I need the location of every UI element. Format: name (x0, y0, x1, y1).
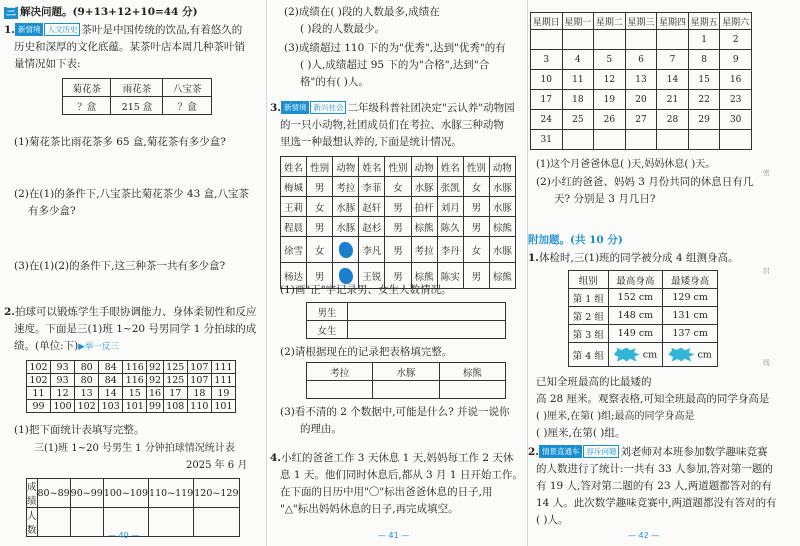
calendar-day[interactable]: 17 (531, 90, 563, 110)
calendar-day[interactable]: 18 (562, 90, 594, 110)
q3-sub2: (2)请根据现在的记录把表格填完整。 (280, 346, 453, 358)
tag-society: 新兴社会 (310, 101, 346, 114)
page-number: — 42 — (628, 531, 660, 540)
stat-table-date: 2025 年 6 月 (186, 460, 248, 471)
q2-line3: 绩。(单位:下)▶举一反三 (14, 340, 119, 352)
q3-line2: 的一只小动物,社团成员们在考拉、水豚三种动物 (280, 119, 504, 131)
calendar-day[interactable]: 9 (720, 50, 752, 70)
calendar-day[interactable]: 4 (562, 50, 594, 70)
q2-line2: 速度。下面是三(1)班 1~20 号男同学 1 分拍球的成 (14, 323, 257, 335)
tag-culture: 人文历史 (44, 23, 80, 36)
calendar-day[interactable]: 15 (688, 70, 720, 90)
calendar-day[interactable]: 30 (720, 110, 752, 130)
calendar-day[interactable]: 3 (531, 50, 563, 70)
animal-count-table: 考拉 水豚 棕熊 (306, 362, 506, 399)
extra-heading: 附加题。(共 10 分) (528, 234, 623, 246)
page-42 (528, 0, 800, 546)
calendar-day[interactable]: 13 (625, 70, 657, 90)
page-41 (270, 0, 526, 546)
page-number: — 41 — (378, 531, 410, 540)
calendar-day[interactable]: 1 (688, 30, 720, 50)
calendar-day[interactable]: 7 (657, 50, 689, 70)
q2-sub1: (1)把下面统计表填写完整。 (14, 424, 145, 436)
q1-sub2a: (2)在(1)的条件下,八宝茶比菊花茶少 43 盒,八宝茶 (14, 188, 249, 200)
answer-cell[interactable] (194, 508, 239, 537)
calendar-day[interactable]: 11 (562, 70, 594, 90)
splash-icon (614, 348, 640, 362)
q1-line1: 1. 新情境 人文历史 茶叶是中国传统的饮品,有着悠久的 (4, 24, 243, 36)
animal-survey-table: 姓名 性别 动物 姓名 性别 动物 姓名 性别 动物 梅城 男 考拉 李菲 女 水豚 张凯 女 水豚 王莉 女 水豚 赵轩 男 拍杆 刘月 男 水豚 程晨 男 水豚 赵杉 男 棕熊 陈久 男 棕熊 徐雪 女 李凡 男 考拉 李丹 女 水豚 杨达 男 王锐 男 棕熊 陈实 男 棕熊 (280, 156, 516, 289)
answer-cell[interactable] (307, 381, 373, 399)
calendar-day[interactable]: 10 (531, 70, 563, 90)
height-table: 组别 最高身高 最矮身高 第 1 组 152 cm 129 cm 第 2 组 148 cm 131 cm 第 3 组 149 cm 137 cm 第 4 组 cm cm (568, 270, 718, 367)
calendar-table: 星期日 星期一 星期二 星期三 星期四 星期五 星期六 1 2 3 4 5 6 7 8 9 10 11 12 13 14 15 16 17 18 19 20 21 22 23 24 25 26 27 28 29 30 31 (530, 12, 752, 150)
tea-header: 菊花茶 (63, 79, 111, 97)
calendar-day[interactable]: 5 (594, 50, 626, 70)
calendar-day[interactable]: 20 (625, 90, 657, 110)
page-40 (0, 0, 262, 546)
answer-cell[interactable] (373, 381, 439, 399)
answer-cell[interactable] (348, 303, 506, 321)
q1-line2: 历史和深厚的文化底蕴。某茶叶店本周几种茶叶销 (14, 41, 245, 53)
gender-tally-table: 男生 女生 (306, 302, 506, 339)
answer-cell[interactable] (149, 508, 194, 537)
e2-line3: 有 19 人,答对第二题的有 23 人,两道题都答对的有 (536, 480, 772, 492)
calendar-day[interactable]: 31 (531, 130, 563, 150)
q3-sub3a: (3)看不清的 2 个数据中,可能是什么? 并说一说你 (280, 406, 510, 418)
calendar-day[interactable]: 24 (531, 110, 563, 130)
bounce-table: 102 93 80 84 116 92 125 107 111 102 93 80 84 116 92 125 107 111 11 12 13 14 15 16 17 18 19 99 100 102 103 101 99 108 110 101 (26, 360, 236, 413)
section-number: 三 (6, 7, 16, 18)
q3-sub3b: 的理由。 (300, 423, 342, 435)
tea-header: 八宝茶 (163, 79, 212, 97)
side-mark: 线 (763, 359, 770, 367)
answer-cell[interactable] (37, 508, 70, 537)
e2-line2: 的人数进行了统计:一共有 33 人参加,答对第一题的 (536, 463, 773, 475)
q4-sub2b: 天? 分别是 3 月几日? (554, 193, 656, 205)
q2-sub3-line3: 格"的有( )人。 (300, 76, 369, 88)
stat-table: 成绩 80~89 90~99 100~109 110~119 120~129 人数 (26, 478, 240, 537)
q1-sub3: (3)在(1)(2)的条件下,这三种茶一共有多少盒? (14, 260, 226, 272)
calendar-day[interactable]: 29 (688, 110, 720, 130)
calendar-day[interactable]: 16 (720, 70, 752, 90)
q4-line2: 息 1 天。他们同时休息后,都从 3 月 1 日开始工作。 (280, 469, 523, 481)
tag-new-context: 新情境 (281, 101, 310, 114)
tag-new-context: 新情境 (15, 23, 44, 36)
calendar-day[interactable]: 27 (625, 110, 657, 130)
section-heading: 三 解决问题。(9+13+12+10=44 分) (6, 6, 198, 18)
e1-text1: 已知全班最高的比最矮的 (536, 376, 652, 388)
calendar-day[interactable]: 26 (594, 110, 626, 130)
q4-sub2a: (2)小红的爸爸、妈妈 3 月份共同的休息日有几 (536, 176, 754, 188)
q2-sub3-line1: (3)成绩超过 110 下的为"优秀",达到"优秀"的有 (284, 42, 506, 54)
calendar-day[interactable]: 8 (688, 50, 720, 70)
tea-value: ？盒 (63, 97, 111, 115)
q2-sub2-line2: ( )段的人数最少。 (300, 23, 386, 35)
tag-direct: 情景直通车 (539, 445, 583, 458)
e1-text4: ( )厘米,在第( )组。 (536, 427, 626, 439)
answer-cell[interactable] (439, 381, 505, 399)
side-mark: 密 (763, 169, 770, 177)
q1-line3: 量情况如下表: (14, 58, 81, 70)
q4-line3: 在下面的日历中用"〇"标出爸爸休息的日子,用 (280, 486, 493, 498)
calendar-day[interactable]: 28 (657, 110, 689, 130)
q4-line1: 4.小红的爸爸工作 3 天休息 1 天,妈妈每工作 2 天休 (270, 452, 514, 464)
calendar-day[interactable]: 23 (720, 90, 752, 110)
q2-line1: 2.拍球可以锻炼学生手眼协调能力、身体柔韧性和反应 (4, 306, 257, 318)
q2-sub3-line2: ( )人,成绩超过 95 下的为"合格",达到"合 (300, 59, 490, 71)
calendar-day[interactable]: 25 (562, 110, 594, 130)
stat-table-title: 三(1)班 1~20 号男生 1 分钟拍球情况统计表 (34, 443, 235, 454)
q4-line4: "△"标出妈妈休息的日子,再完成填空。 (280, 503, 459, 515)
e1-text3: ( )厘米,在第( )组;最高的同学身高是 (536, 411, 695, 422)
calendar-day[interactable]: 12 (594, 70, 626, 90)
q3-sub1: (1)画"正"字记录男、女生人数情况。 (280, 284, 452, 296)
answer-cell[interactable] (348, 321, 506, 339)
answer-cell[interactable] (70, 508, 103, 537)
tag-inclusion: 容斥问题 (583, 445, 619, 458)
q4-sub1: (1)这个月爸爸休息( )天,妈妈休息( )天。 (536, 159, 716, 170)
e2-line1: 2. 情景直通车 容斥问题 刘老师对本班参加数学趣味竞赛 (528, 446, 768, 458)
page-divider (266, 0, 267, 546)
e1-line: 1.体检时,三(1)班的同学被分成 4 组测身高。 (528, 252, 739, 264)
calendar-day[interactable]: 2 (720, 30, 752, 50)
splash-icon (668, 348, 694, 362)
calendar-day[interactable]: 21 (657, 90, 689, 110)
q2-sub2-line1: (2)成绩在( )段的人数最多,成绩在 (284, 6, 440, 18)
calendar-day[interactable]: 6 (625, 50, 657, 70)
tea-value: 215 盒 (111, 97, 163, 115)
q3-line3: 里选一种最想认养的,下面是统计情况。 (280, 136, 462, 148)
e2-line4: 14 人。此次数学趣味竞赛中,两道题都没有答对的有 (536, 497, 777, 509)
calendar-day[interactable]: 22 (688, 90, 720, 110)
ink-blot-icon (339, 242, 353, 258)
calendar-day[interactable]: 19 (594, 90, 626, 110)
q1-sub2b: 有多少盒? (28, 205, 76, 217)
e2-line5: ( )人。 (536, 514, 569, 526)
q1-sub1: (1)菊花茶比雨花茶多 65 盒,菊花茶有多少盒? (14, 136, 226, 148)
tea-value: ？盒 (163, 97, 212, 115)
q3-line1: 3. 新情境 新兴社会 二年级科普社团决定"云认养"动物园 (270, 102, 515, 114)
e1-text2: 高 28 厘米。观察表格,可知全班最高的同学身高是 (536, 393, 770, 405)
calendar-day[interactable]: 14 (657, 70, 689, 90)
tea-header: 雨花茶 (111, 79, 163, 97)
tea-table (62, 78, 212, 115)
side-mark: 封 (763, 267, 770, 275)
page-number: — 40 — (108, 531, 140, 540)
practice-link[interactable]: ▶举一反三 (78, 342, 119, 352)
